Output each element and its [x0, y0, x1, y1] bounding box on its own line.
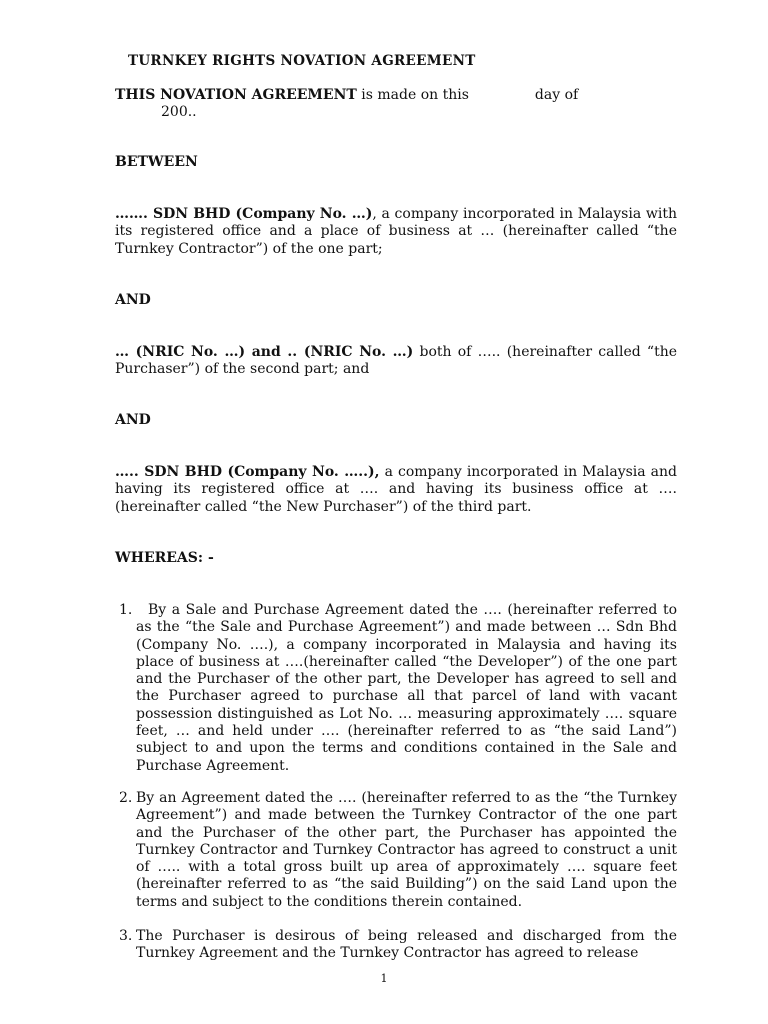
intro-text: is made on this — [356, 87, 469, 103]
party3-paragraph — [115, 464, 677, 516]
party2-paragraph — [115, 344, 677, 379]
between-heading: BETWEEN — [115, 154, 198, 170]
party1-text: , a company incorporated in Malaysia with its registered office and a place of business at … (hereinafter called “the Turnkey Contractor”) of the one part; — [115, 206, 677, 257]
party2-text: both of ….. (hereinafter called “the Purchaser”) of the second part; and — [115, 344, 678, 378]
page-number: 1 — [380, 972, 388, 985]
recital-3 — [115, 928, 677, 963]
recital-text: The Purchaser is desirous of being released and discharged from the Turnkey Agreement and the Turnkey Contractor has agreed to release — [136, 928, 677, 962]
recital-number: 3. — [119, 928, 133, 944]
recital-2 — [115, 790, 677, 911]
party3-text: a company incorporated in Malaysia and having its registered office at …. and having its business office at …. (hereinafter called “the New Purchaser”) of the third part. — [115, 464, 677, 515]
intro-day: day of — [534, 87, 579, 103]
and-heading-1: AND — [115, 292, 151, 308]
recital-text: By an Agreement dated the …. (hereinafter referred to as the “the Turnkey Agreement”) and made between the Turnkey Contractor of the one part and the Purchaser of the other part, the Purchaser has appointed the Turnkey Contractor and Turnkey Contractor has agreed to construct a unit of ….. with a total gross built up area of approximately …. square feet (hereinafter referred to as “the said Building”) on the said Land upon the terms and subject to the conditions therein contained. — [136, 790, 677, 910]
recital-1 — [115, 602, 677, 775]
party1-paragraph — [115, 206, 677, 258]
whereas-heading: WHEREAS: - — [115, 550, 214, 566]
intro-paragraph — [115, 87, 677, 122]
document-title: TURNKEY RIGHTS NOVATION AGREEMENT — [128, 53, 476, 69]
party1-name: ……. SDN BHD (Company No. …) — [115, 206, 373, 222]
intro-year: 200.. — [161, 104, 197, 121]
party3-name: ….. SDN BHD (Company No. …..), — [115, 464, 380, 480]
recital-number: 1. — [119, 602, 133, 618]
party2-name: … (NRIC No. …) and .. (NRIC No. …) — [115, 344, 414, 360]
intro-bold: THIS NOVATION AGREEMENT — [115, 87, 357, 103]
recital-text: By a Sale and Purchase Agreement dated the …. (hereinafter referred to as the “the Sale and Purchase Agreement”) and made between … Sdn Bhd (Company No. ….), a company incorporated in Malaysia and having its place of business at ….(hereinafter called “the Developer”) of the one part and the Purchaser of the other part, the Developer has agreed to sell and the Purchaser agreed to purchase all that parcel of land with vacant possession distinguished as Lot No. … measuring approximately …. square feet, … and held under …. (hereinafter referred to as “the said Land”) subject to and upon the terms and conditions contained in the Sale and Purchase Agreement. — [136, 602, 677, 774]
and-heading-2: AND — [115, 412, 151, 428]
recital-number: 2. — [119, 790, 133, 806]
